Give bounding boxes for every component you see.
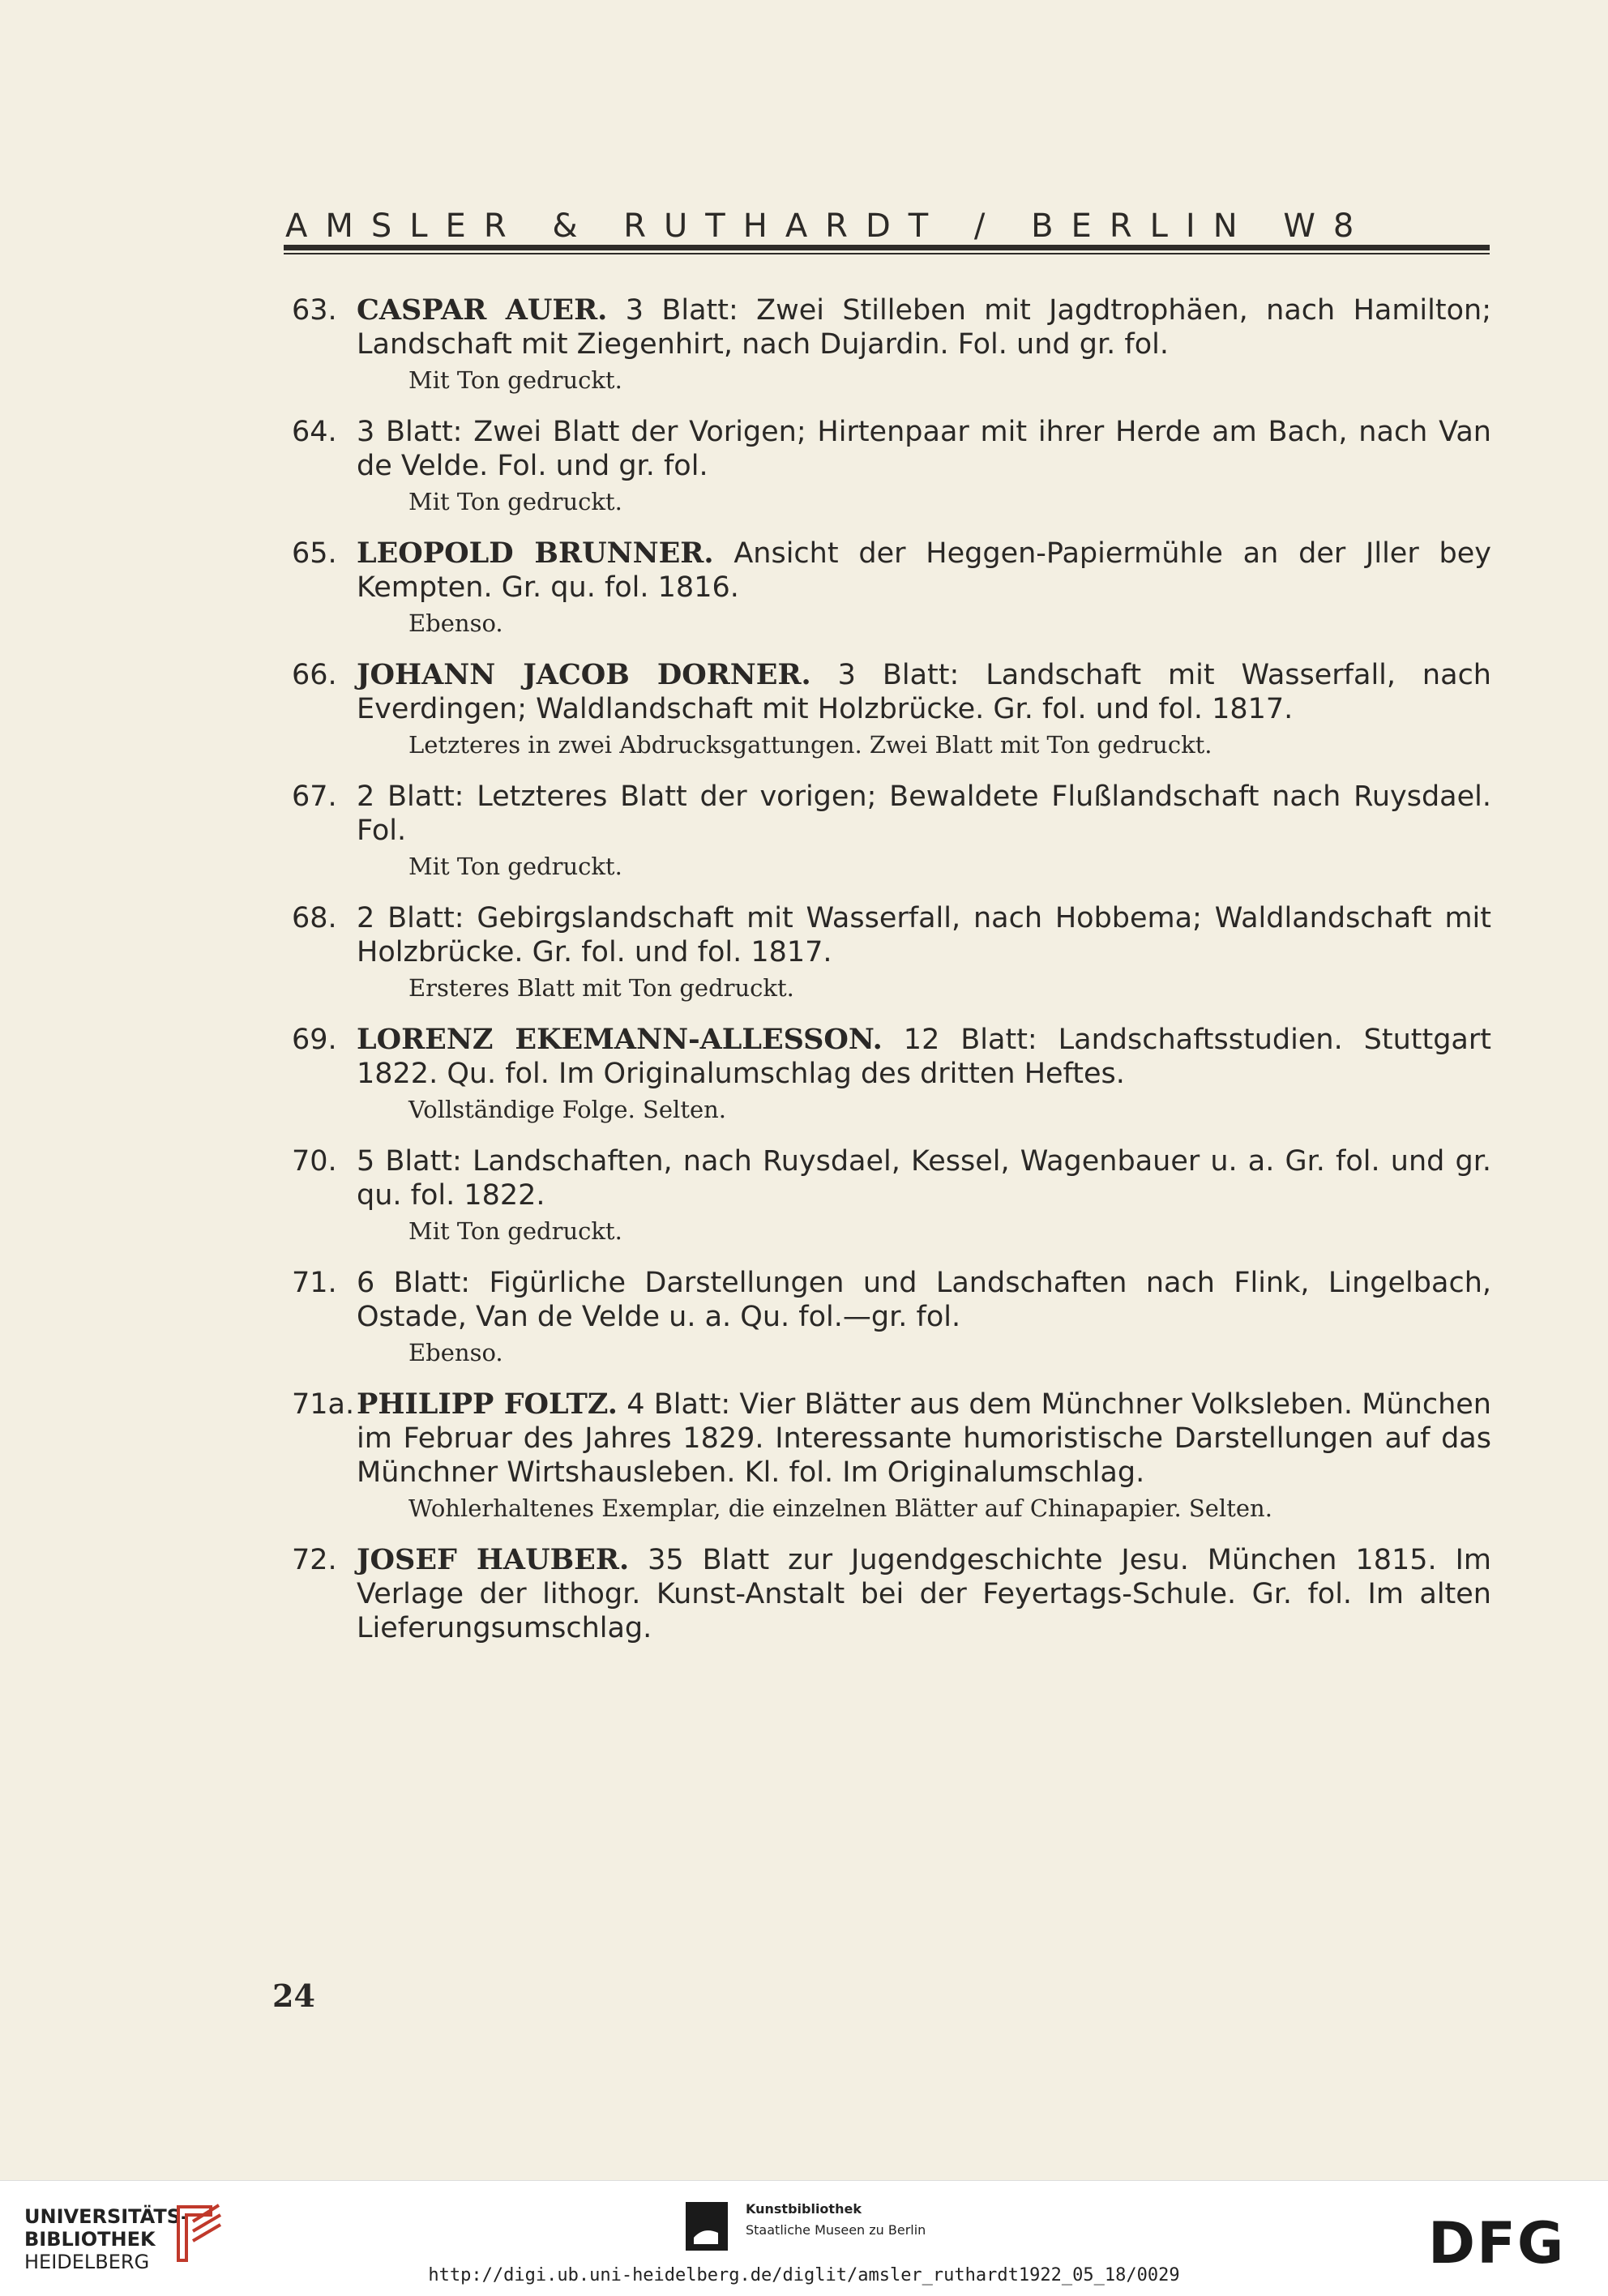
entry-number: 64. xyxy=(292,416,337,448)
entry-number: 67. xyxy=(292,780,337,813)
entry-note: Mit Ton gedruckt. xyxy=(408,366,622,394)
entry-note: Mit Ton gedruckt. xyxy=(408,853,622,880)
entry-description: 3 Blatt: Zwei Blatt der Vorigen; Hirtenpaar mit ihrer Herde am Bach, nach Van de Velde. Fol. und gr. fol. xyxy=(357,416,1491,482)
entry-number: 68. xyxy=(292,902,337,934)
entry-description: 5 Blatt: Landschaften, nach Ruysdael, Kessel, Wagenbauer u. a. Gr. fol. und gr. qu. fol. 1822. xyxy=(357,1145,1491,1212)
artist-name: PHILIPP FOLTZ. xyxy=(357,1387,618,1421)
artist-name: LORENZ EKEMANN-ALLESSON. xyxy=(357,1023,883,1056)
entry-note: Mit Ton gedruckt. xyxy=(408,488,622,515)
entry-note: Mit Ton gedruckt. xyxy=(408,1217,622,1245)
uni-line-1: UNIVERSITÄTS- xyxy=(24,2205,190,2228)
entry-number: 65. xyxy=(292,537,337,570)
uni-line-2: BIBLIOTHEK xyxy=(24,2228,156,2251)
entry-description: 2 Blatt: Gebirgslandschaft mit Wasserfall, nach Hobbema; Waldlandschaft mit Holzbrücke. Gr. fol. und fol. 1817. xyxy=(357,902,1491,968)
entry-description: 6 Blatt: Figürliche Darstellungen und Landschaften nach Flink, Lingelbach, Ostade, Van de Velde u. a. Qu. fol.—gr. fol. xyxy=(357,1267,1491,1333)
entry-note: Ebenso. xyxy=(408,609,503,637)
catalogue-entry xyxy=(292,780,1491,882)
catalogue-entry xyxy=(292,1387,1491,1524)
uni-line-3: HEIDELBERG xyxy=(24,2251,150,2273)
entry-description: 12 Blatt: Landschaftsstudien. Stuttgart 1822. Qu. fol. Im Originalumschlag des dritten Heftes. xyxy=(357,1024,1491,1090)
entry-body xyxy=(357,1144,1491,1212)
catalogue-entries xyxy=(292,293,1491,1665)
dfg-logo[interactable]: DFG xyxy=(1428,2210,1566,2277)
entry-note: Ersteres Blatt mit Ton gedruckt. xyxy=(408,974,794,1002)
artist-name: JOSEF HAUBER. xyxy=(357,1543,630,1576)
header-rule-thin xyxy=(284,253,1490,254)
catalogue-entry xyxy=(292,1144,1491,1246)
header-rule xyxy=(284,245,1490,250)
entry-body xyxy=(357,293,1491,361)
entry-number: 71. xyxy=(292,1267,337,1299)
entry-note: Letzteres in zwei Abdrucksgattungen. Zwei Blatt mit Ton gedruckt. xyxy=(408,731,1212,759)
catalogue-entry xyxy=(292,1023,1491,1125)
entry-number: 70. xyxy=(292,1145,337,1178)
viewer-footer xyxy=(0,2180,1608,2296)
entry-number: 66. xyxy=(292,659,337,691)
catalogue-entry xyxy=(292,901,1491,1003)
entry-body xyxy=(357,658,1491,726)
permalink-url[interactable]: http://digi.ub.uni-heidelberg.de/diglit/amsler_ruthardt1922_05_18/0029 xyxy=(428,2265,1180,2285)
entry-note: Wohlerhaltenes Exemplar, die einzelnen Blätter auf Chinapapier. Selten. xyxy=(408,1494,1272,1522)
entry-body xyxy=(357,1387,1491,1490)
kb-title: Kunstbibliothek xyxy=(746,2201,862,2217)
entry-number: 72. xyxy=(292,1544,337,1576)
entry-number: 71a. xyxy=(292,1388,355,1421)
entry-description: 4 Blatt: Vier Blätter aus dem Münchner Volksleben. München im Februar des Jahres 1829. Interessante humoristische Darstellungen auf das Münchner Wirtshausleben. Kl. fol. Im Originalumschlag. xyxy=(357,1388,1491,1489)
entry-description: 2 Blatt: Letzteres Blatt der vorigen; Bewaldete Flußlandschaft nach Ruysdael. Fol. xyxy=(357,780,1491,847)
catalogue-entry xyxy=(292,658,1491,760)
catalogue-entry xyxy=(292,537,1491,639)
entry-number: 63. xyxy=(292,294,337,327)
entry-body xyxy=(357,537,1491,605)
entry-note: Ebenso. xyxy=(408,1339,503,1366)
page-number: 24 xyxy=(272,1977,315,2014)
entry-body xyxy=(357,780,1491,848)
entry-body xyxy=(357,901,1491,969)
kunstbibliothek-logo-icon xyxy=(686,2202,728,2251)
kunstbibliothek-credit[interactable] xyxy=(746,2199,926,2241)
artist-name: LEOPOLD BRUNNER. xyxy=(357,537,714,570)
entry-number: 69. xyxy=(292,1024,337,1056)
catalogue-entry xyxy=(292,415,1491,517)
uni-heidelberg-emblem-icon xyxy=(162,2199,227,2268)
entry-body xyxy=(357,1266,1491,1334)
entry-body xyxy=(357,415,1491,483)
entry-description: 3 Blatt: Zwei Stilleben mit Jagdtrophäen, nach Hamilton; Landschaft mit Ziegenhirt, nach Dujardin. Fol. und gr. fol. xyxy=(357,294,1491,361)
catalogue-entry xyxy=(292,1266,1491,1368)
entry-description: 3 Blatt: Landschaft mit Wasserfall, nach Everdingen; Waldlandschaft mit Holzbrücke. Gr. fol. und fol. 1817. xyxy=(357,659,1491,725)
catalogue-entry xyxy=(292,1543,1491,1645)
entry-body xyxy=(357,1543,1491,1645)
catalogue-entry xyxy=(292,293,1491,395)
artist-name: CASPAR AUER. xyxy=(357,293,608,327)
running-header: AMSLER & RUTHARDT / BERLIN W8 xyxy=(285,207,1372,245)
kb-subtitle: Staatliche Museen zu Berlin xyxy=(746,2222,926,2238)
entry-description: Ansicht der Heggen-Papiermühle an der Jller bey Kempten. Gr. qu. fol. 1816. xyxy=(357,537,1491,604)
artist-name: JOHANN JACOB DORNER. xyxy=(357,658,811,691)
entry-body xyxy=(357,1023,1491,1091)
entry-note: Vollständige Folge. Selten. xyxy=(408,1096,727,1123)
entry-description: 35 Blatt zur Jugendgeschichte Jesu. München 1815. Im Verlage der lithogr. Kunst-Anstalt bei der Feyertags-Schule. Gr. fol. Im alten Lieferungsumschlag. xyxy=(357,1544,1491,1644)
